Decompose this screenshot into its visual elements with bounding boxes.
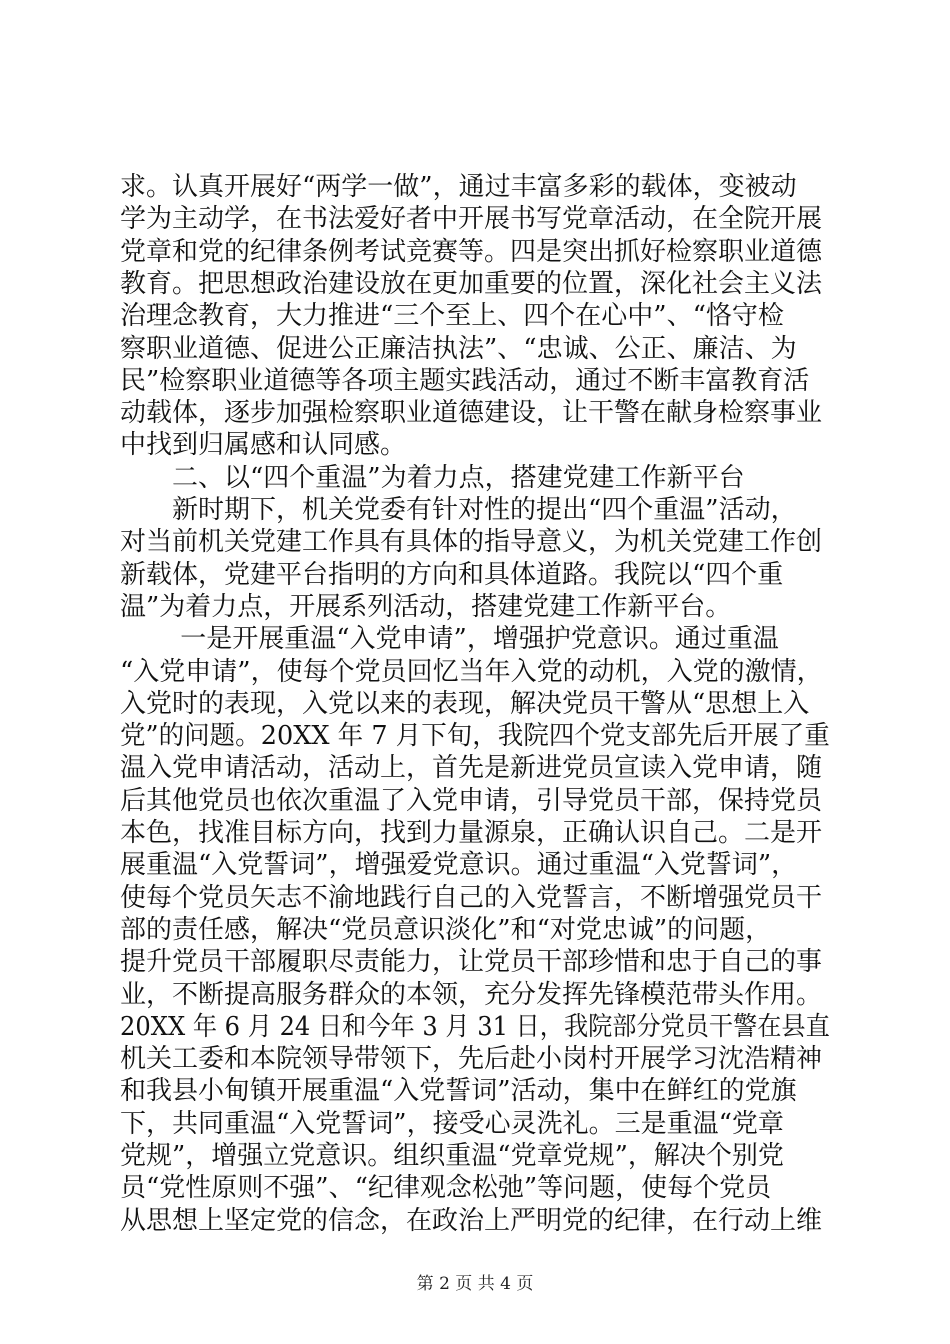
body-text-line: 察职业道德、促进公正廉洁执法”、“忠诚、公正、廉洁、为 (120, 333, 797, 364)
body-text-line: 教育。把思想政治建设放在更加重要的位置，深化社会主义法 (120, 268, 823, 299)
body-text-line: 新时期下，机关党委有针对性的提出“四个重温”活动， (120, 495, 797, 525)
body-text-line: 二、以“四个重温”为着力点，搭建党建工作新平台 (120, 462, 745, 493)
body-text-line: 部的责任感，解决“党员意识淡化”和“对党忠诚”的问题， (120, 914, 772, 945)
body-text-line: 后其他党员也依次重温了入党申请，引导党员干部，保持党员 (120, 785, 823, 816)
body-text-line: 一是开展重温“入党申请”，增强护党意识。通过重温 (120, 624, 779, 655)
body-text-line: 使每个党员矢志不渝地践行自己的入党誓言，不断增强党员干 (120, 882, 823, 913)
body-text-line: 展重温“入党誓词”，增强爱党意识。通过重温“入党誓词”， (120, 850, 798, 881)
page-footer: 第 2 页 共 4 页 (416, 1274, 534, 1294)
body-text-line: 求。认真开展好“两学一做”，通过丰富多彩的载体，变被动 (120, 172, 797, 202)
body-text-line: 温入党申请活动，活动上，首先是新进党员宣读入党申请，随 (120, 753, 823, 784)
body-text-line: 机关工委和本院领导带领下，先后赴小岗村开展学习沈浩精神 (120, 1044, 823, 1075)
body-text-line: 对当前机关党建工作具有具体的指导意义，为机关党建工作创 (120, 527, 823, 558)
body-text-line: 温”为着力点，开展系列活动，搭建党建工作新平台。 (120, 591, 732, 622)
body-text-line: 民”检察职业道德等各项主题实践活动，通过不断丰富教育活 (120, 365, 810, 396)
body-text-line: 新载体，党建平台指明的方向和具体道路。我院以“四个重 (120, 559, 784, 590)
body-text-line: 员“党性原则不强”、“纪律观念松弛”等问题，使每个党员 (120, 1173, 772, 1204)
body-text-line: 20XX 年 6 月 24 日和今年 3 月 31 日，我院部分党员干警在县直 (120, 1011, 830, 1042)
body-text-line: 学为主动学，在书法爱好者中开展书写党章活动，在全院开展 (120, 204, 823, 235)
body-text-line: 业，不断提高服务群众的本领，充分发挥先锋模范带头作用。 (120, 979, 823, 1010)
body-text-line: 党章和党的纪律条例考试竞赛等。四是突出抓好检察职业道德 (120, 236, 823, 267)
body-text-line: 治理念教育，大力推进“三个至上、四个在心中”、“恪守检 (120, 301, 784, 332)
body-text-line: “入党申请”，使每个党员回忆当年入党的动机，入党的激情， (120, 656, 823, 687)
body-text-line: 下，共同重温“入党誓词”，接受心灵洗礼。三是重温“党章 (120, 1108, 784, 1139)
body-text-line: 动载体，逐步加强检察职业道德建设，让干警在献身检察事业 (120, 398, 823, 429)
body-text-line: 党规”，增强立党意识。组织重温“党章党规”，解决个别党 (120, 1141, 784, 1171)
body-text-line: 提升党员干部履职尽责能力，让党员干部珍惜和忠于自己的事 (120, 947, 823, 978)
body-text-line: 本色，找准目标方向，找到力量源泉，正确认识自己。二是开 (120, 818, 823, 848)
body-text-line: 入党时的表现，入党以来的表现，解决党员干警从“思想上入 (120, 688, 810, 719)
body-text-line: 和我县小甸镇开展重温“入党誓词”活动，集中在鲜红的党旗 (120, 1076, 797, 1107)
body-text-line: 中找到归属感和认同感。 (120, 430, 407, 461)
body-text-line: 从思想上坚定党的信念，在政治上严明党的纪律，在行动上维 (120, 1205, 823, 1236)
body-text-line: 党”的问题。20XX 年 7 月下旬，我院四个党支部先后开展了重 (120, 721, 830, 752)
